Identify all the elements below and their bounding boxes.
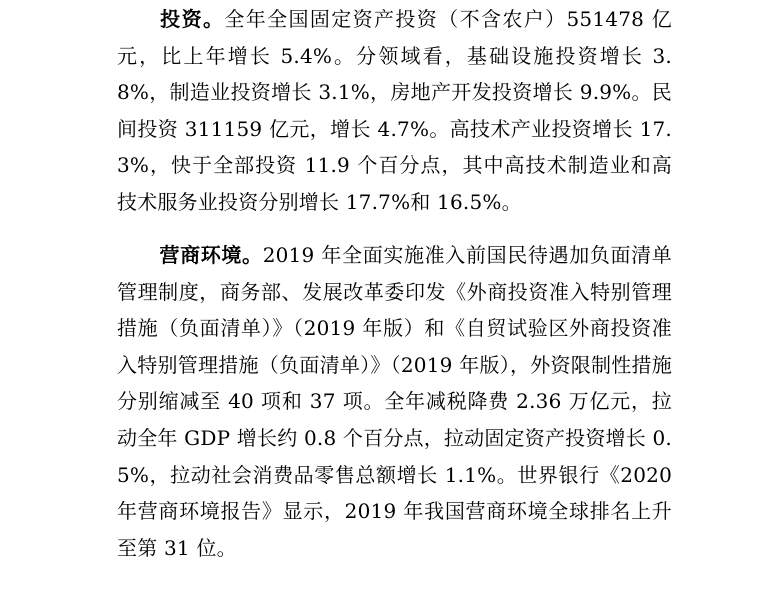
paragraph-lead-heading: 营商环境。 bbox=[159, 243, 263, 267]
paragraph-investment bbox=[117, 1, 672, 221]
paragraph-body: 全年全国固定资产投资（不含农户）551478 亿元，比上年增长 5.4%。分领域看，基础设施投资增长 3.8%，制造业投资增长 3.1%，房地产开发投资增长 9.9%。民间投资 311159 亿元，增长 4.7%。高技术产业投资增长 17.3%，快于全部投资 11.9 个百分点，其中高技术制造业和高技术服务业投资分别增长 17.7%和 16.5%。 bbox=[117, 7, 672, 214]
paragraph-lead-heading: 投资。 bbox=[159, 7, 225, 31]
paragraph-business-environment bbox=[117, 237, 672, 566]
paragraph-body: 2019 年全面实施准入前国民待遇加负面清单管理制度，商务部、发展改革委印发《外商投资准入特别管理措施（负面清单）》（2019 年版）和《自贸试验区外商投资准入特别管理措施（负面清单）》（2019 年版），外资限制性措施分别缩减至 40 项和 37 项。全年减税降费 2.36 万亿元，拉动全年 GDP 增长约 0.8 个百分点，拉动固定资产投资增长 0.5%，拉动社会消费品零售总额增长 1.1%。世界银行《2020 年营商环境报告》显示，2019 年我国营商环境全球排名上升至第 31 位。 bbox=[117, 243, 673, 560]
